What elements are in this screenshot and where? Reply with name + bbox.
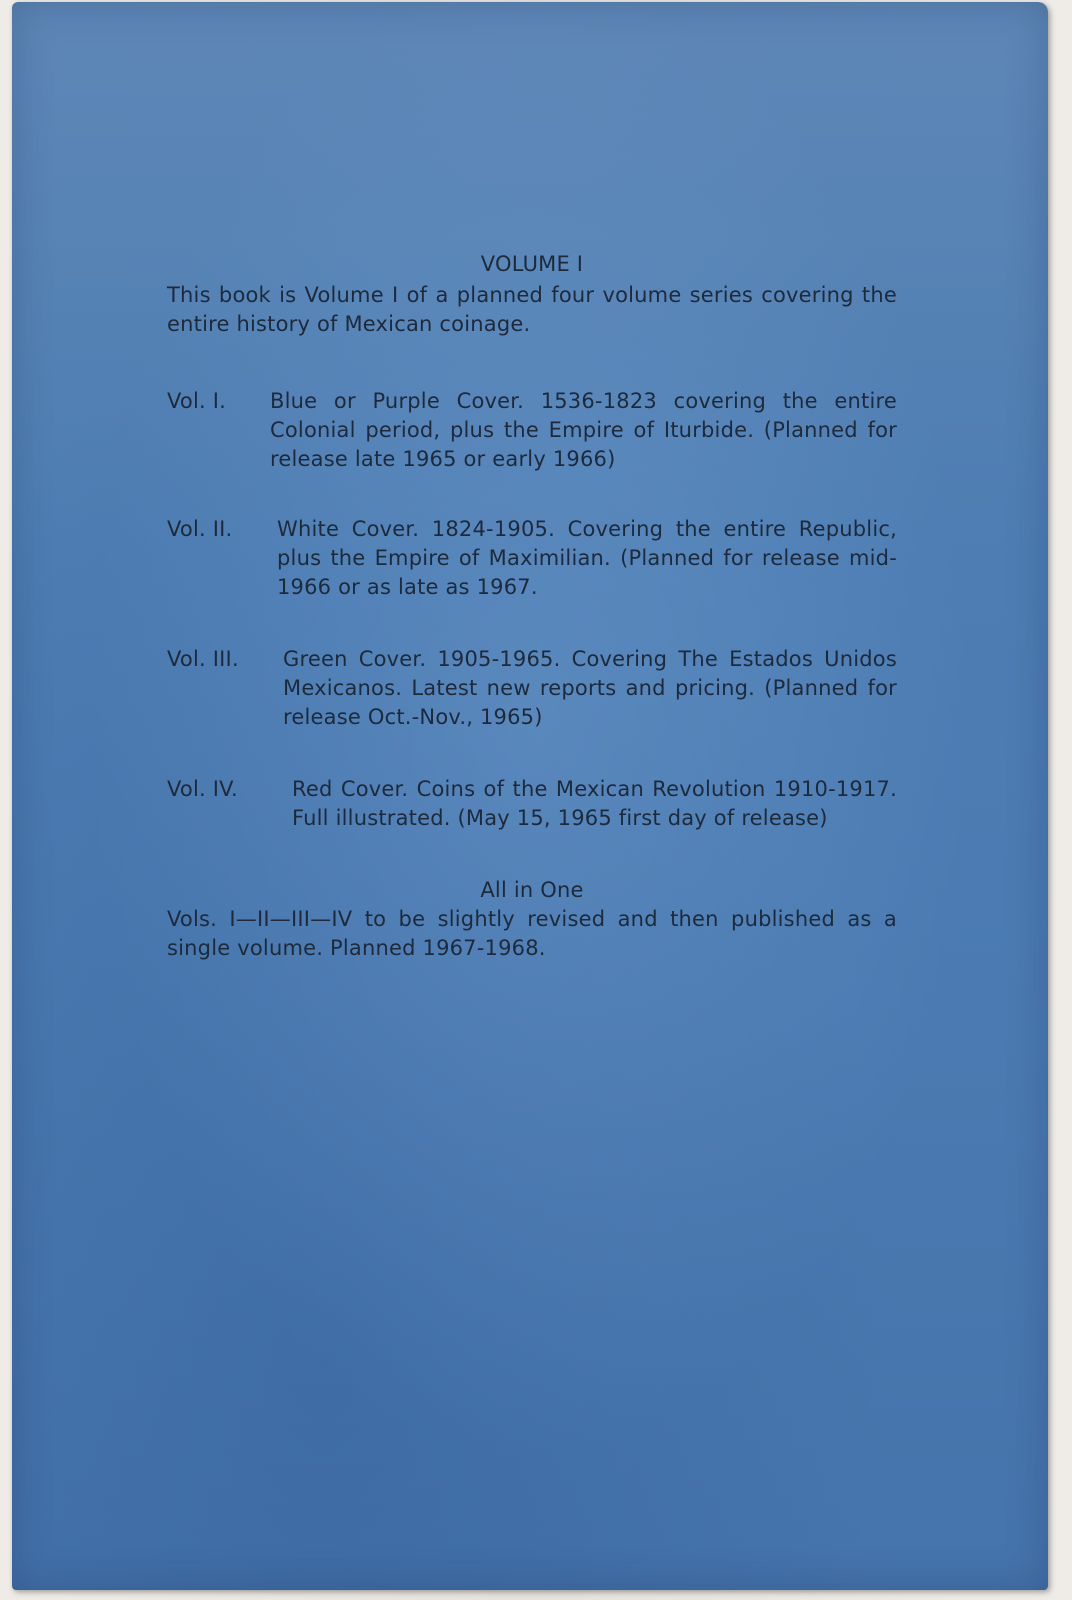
volume-label: Vol. I. (167, 389, 227, 413)
volume-label: Vol. II. (167, 517, 233, 541)
volume-entry-3 (167, 645, 897, 732)
volume-description: Blue or Purple Cover. 1536-1823 covering the entire Colonial period, plus the Empire of Iturbide. (Planned for release late 1965 or early 1966) (270, 389, 897, 471)
intro-paragraph: This book is Volume I of a planned four volume series covering the entire history of Mexican coinage. (167, 283, 897, 336)
all-in-one-paragraph: Vols. I—II—III—IV to be slightly revised and then published as a single volume. Planned 1967-1968. (167, 907, 897, 960)
volume-label: Vol. IV. (167, 777, 238, 801)
all-in-one-heading: All in One (480, 878, 584, 902)
book-back-cover (12, 2, 1048, 1590)
volume-heading: VOLUME I (480, 252, 584, 276)
volume-entry-1 (167, 387, 897, 474)
volume-description: Red Cover. Coins of the Mexican Revolution 1910-1917. Full illustrated. (May 15, 1965 first day of release) (292, 777, 897, 830)
volume-description: Green Cover. 1905-1965. Covering The Estados Unidos Mexicanos. Latest new reports and pricing. (Planned for release Oct.-Nov., 1965) (283, 647, 897, 729)
volume-entry-4 (167, 775, 897, 833)
volume-entry-2 (167, 515, 897, 602)
cover-text-block (167, 250, 897, 963)
volume-description: White Cover. 1824-1905. Covering the entire Republic, plus the Empire of Maximilian. (Planned for release mid-1966 or as late as 1967. (277, 517, 897, 599)
volume-label: Vol. III. (167, 647, 239, 671)
